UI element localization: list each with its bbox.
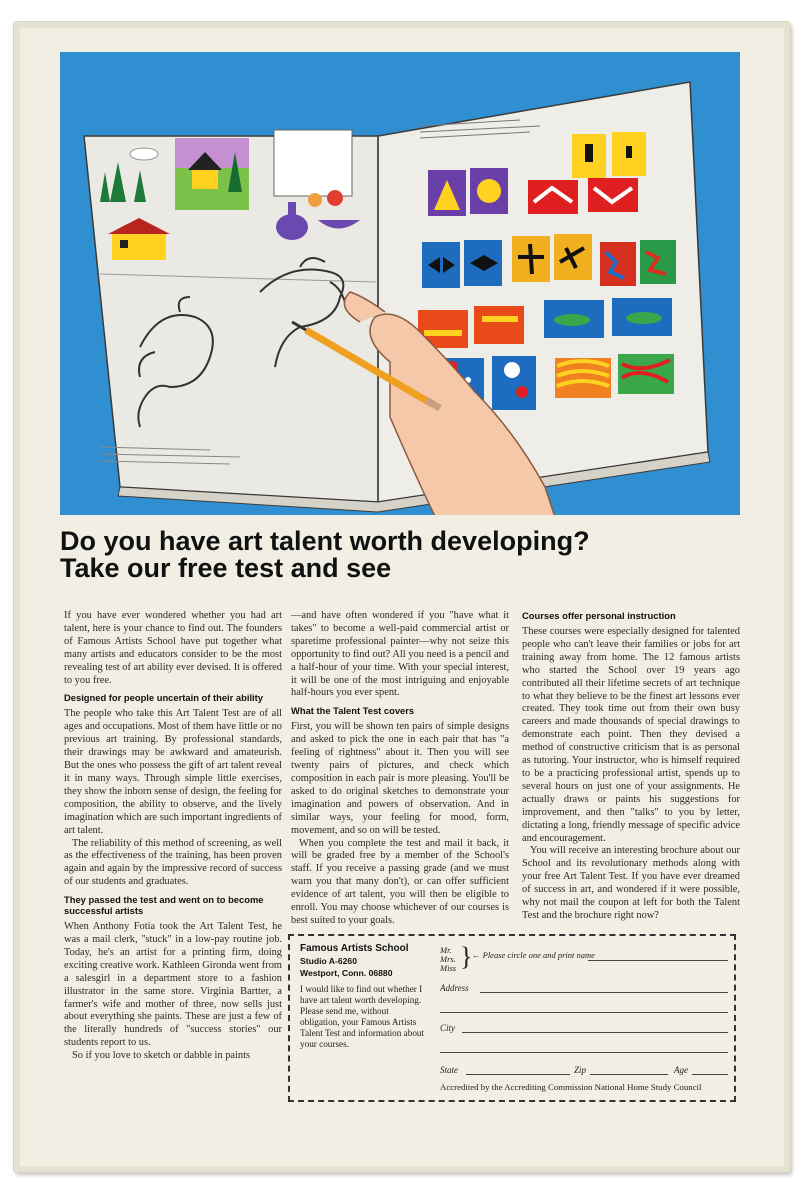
zip-label: Zip xyxy=(574,1065,587,1075)
brace-icon: } xyxy=(460,942,473,971)
title-options xyxy=(440,946,456,973)
paragraph: You will receive an interesting brochure about our School and its revolutionary methods along with your free Art Talent Test. If you have ever dreamed of success in art, and wondered if it were possible, why not mail the coupon at left for both the Talent Test and the brochure right now? xyxy=(522,845,740,921)
section-heading-courses: Courses offer personal instruction xyxy=(522,610,676,621)
name-instruction: ← Please circle one and print name xyxy=(472,950,595,960)
address-field[interactable] xyxy=(438,976,732,996)
title-mr: Mr. xyxy=(440,945,452,955)
paragraph: —and have often wondered if you "have what it takes" to become a well-paid commercial artist or sparetime professional painter—why not seize this opportunity to find out? All you need is a pencil and a half-hour of your time. With your special interest, it will be one of the most intriguing and enjoyable half-hours you ever spent. xyxy=(291,610,509,699)
article-column-3 xyxy=(522,610,740,923)
paragraph: So if you love to sketch or dabble in paints xyxy=(72,1050,251,1062)
section-heading-uncertain: Designed for people uncertain of their ability xyxy=(64,692,263,704)
age-line xyxy=(692,1074,728,1075)
headline xyxy=(60,528,740,582)
title-field[interactable] xyxy=(438,942,732,976)
mail-in-coupon[interactable] xyxy=(288,934,736,1102)
article-column-1 xyxy=(64,610,282,1063)
address-label: Address xyxy=(440,983,469,993)
article-column-2 xyxy=(291,610,509,928)
school-town: Westport, Conn. 06880 xyxy=(300,968,393,978)
state-label: State xyxy=(440,1065,458,1075)
state-line xyxy=(466,1074,570,1075)
age-label: Age xyxy=(674,1065,688,1075)
paragraph: When Anthony Fotia took the Art Talent Test, he was a mail clerk, "stuck" in a low-pay routine job. Today, he's an artist for a printing firm, doing exciting creative work. Kathleen Gironda went from a salesgirl in a department store to a fashion illustrator in the same store. Virginia Bartter, a farmer's wife and mother of three, now sells just about everything she paints. These are just a few of the literally hundreds of "success stories" our students report to us. xyxy=(64,921,282,1049)
address-line-2 xyxy=(440,1012,728,1013)
zip-line xyxy=(590,1074,668,1075)
paragraph: When you complete the test and mail it back, it will be graded free by a member of the School's staff. If you receive a passing grade (and we must warn you that many don't), or can offer sufficient evidence of art talent, you will then be eligible to enroll. You may choose whichever of our courses is best suited to your goals. xyxy=(291,837,509,926)
headline-line-2: Take our free test and see xyxy=(60,553,392,583)
city-line-2 xyxy=(440,1052,728,1053)
accreditation-row xyxy=(438,1078,732,1096)
school-name: Famous Artists School xyxy=(300,943,409,954)
paragraph: The reliability of this method of screening, as well as the effectiveness of the training, has been proven again and again by the impressive record of success of our students and graduates. xyxy=(64,837,282,888)
paragraph: First, you will be shown ten pairs of simple designs and asked to pick the one in each pair that has "a feeling of rightness" about it. Then you will see twenty pairs of pictures, and check which composition in each pair is more pleasing. You'll be asked to do original sketches to demonstrate your imagination and powers of observation. And in similar ways, your feeling for mood, form, movement, and so on will be tested. xyxy=(291,721,509,836)
headline-line-1: Do you have art talent worth developing? xyxy=(60,526,590,556)
city-extra-field[interactable] xyxy=(438,1036,732,1056)
city-label: City xyxy=(440,1023,455,1033)
section-heading-success: They passed the test and went on to become successful artists xyxy=(64,894,264,917)
address-line xyxy=(480,992,728,993)
address-extra-field[interactable] xyxy=(438,996,732,1016)
name-line xyxy=(588,960,728,961)
studio-number: Studio A-6260 xyxy=(300,956,357,966)
section-heading-test-covers: What the Talent Test covers xyxy=(291,705,415,717)
state-zip-age-field[interactable] xyxy=(438,1056,732,1078)
coupon-form xyxy=(438,942,732,1096)
title-mrs: Mrs. xyxy=(440,954,456,964)
title-miss: Miss xyxy=(440,963,457,973)
city-line xyxy=(462,1032,728,1033)
paragraph: These courses were especially designed for talented people who can't leave their families or jobs for art training away from home. The 12 famous artists who started the School over 19 years ago contributed all their lifetime secrets of art technique to what they believe to be the finest art lessons ever created. They took time out from their own busy careers and made thousands of special drawings to demonstrate each point. Then they devised a method of constructive criticism that is as personal as tutoring. Your instructor, who is himself required to be a practicing professional artist, spends up to several hours on just one of your assignments. He actually draws or paints his suggestions for improvement, and then "talks" to you by letter, dictating a long, friendly message of specific advice and encouragement. xyxy=(522,626,740,844)
coupon-address-block xyxy=(300,942,428,1050)
advertisement-illustration xyxy=(60,52,740,515)
coupon-request-text: I would like to find out whether I have art talent worth developing. Please send me, without obligation, your Famous Artists Talent Test and information about your courses. xyxy=(300,984,425,1049)
paragraph: The people who take this Art Talent Test are of all ages and occupations. Most of them have little or no previous art training. By professional standards, their drawings may be awkward and amateurish. But the ones who possess the gift of art talent reveal it in many ways. Through simple little exercises, they show the inborn sense of design, the feeling for composition, the ability to observe, and the lively imagination which are such important ingredients of art talent. xyxy=(64,708,282,836)
accreditation-note: Accredited by the Accrediting Commission National Home Study Council xyxy=(440,1082,702,1092)
city-field[interactable] xyxy=(438,1016,732,1036)
intro-paragraph: If you have ever wondered whether you had art talent, here is your chance to find out. The founders of Famous Artists School have put together what many artists and educators consider to be the most revealing test of art ability ever devised. It is offered to you free. xyxy=(64,610,282,686)
open-workbook-illustration xyxy=(60,52,740,515)
